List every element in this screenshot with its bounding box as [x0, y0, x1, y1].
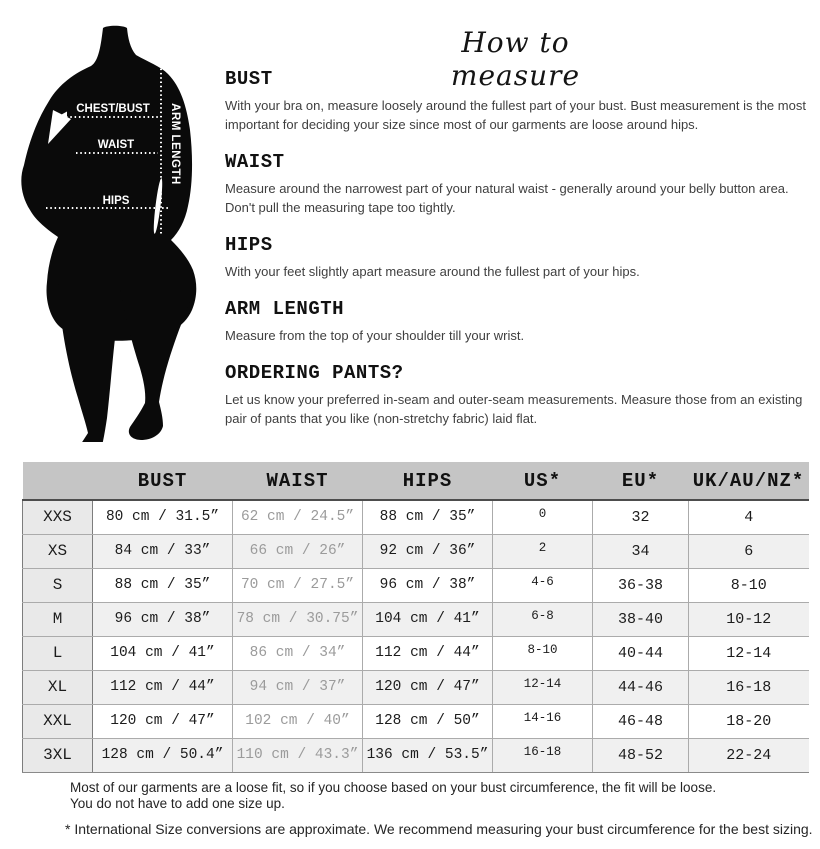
header-waist: WAIST [233, 462, 363, 500]
bust-cell: 104 cm / 41” [93, 636, 233, 670]
size-cell: S [23, 568, 93, 602]
section-ordering-pants-heading: ORDERING PANTS? [225, 362, 404, 384]
body-silhouette [8, 24, 228, 442]
section-bust-heading: BUST [225, 68, 273, 90]
eu-cell: 40-44 [593, 636, 689, 670]
waist-label: WAIST [97, 139, 135, 151]
hips-cell: 128 cm / 50” [363, 704, 493, 738]
uk-cell: 8-10 [689, 568, 809, 602]
waist-cell: 66 cm / 26” [233, 534, 363, 568]
hips-label: HIPS [102, 195, 130, 207]
chest-bust-label: CHEST/BUST [76, 103, 150, 115]
bust-cell: 84 cm / 33” [93, 534, 233, 568]
uk-cell: 18-20 [689, 704, 809, 738]
us-cell: 12-14 [493, 670, 593, 704]
fit-note [70, 780, 716, 812]
page-title: How to measure [450, 26, 581, 92]
bust-cell: 112 cm / 44” [93, 670, 233, 704]
section-arm-length-heading: ARM LENGTH [225, 298, 345, 320]
waist-cell: 70 cm / 27.5” [233, 568, 363, 602]
body-silhouette-drawing [8, 24, 228, 442]
waist-cell: 102 cm / 40” [233, 704, 363, 738]
size-cell: XXS [23, 500, 93, 534]
eu-cell: 46-48 [593, 704, 689, 738]
size-cell: XL [23, 670, 93, 704]
table-row [23, 636, 809, 670]
size-cell: M [23, 602, 93, 636]
bust-cell: 128 cm / 50.4” [93, 738, 233, 772]
section-ordering-pants [225, 362, 807, 428]
size-cell: 3XL [23, 738, 93, 772]
bust-cell: 120 cm / 47” [93, 704, 233, 738]
fit-note-line2: You do not have to add one size up. [70, 796, 285, 811]
bust-cell: 96 cm / 38” [93, 602, 233, 636]
section-hips-heading: HIPS [225, 234, 273, 256]
waist-cell: 78 cm / 30.75” [233, 602, 363, 636]
hips-cell: 112 cm / 44” [363, 636, 493, 670]
table-row [23, 534, 809, 568]
eu-cell: 48-52 [593, 738, 689, 772]
us-cell: 4-6 [493, 568, 593, 602]
section-hips-body: With your feet slightly apart measure around the fullest part of your hips. [225, 264, 640, 279]
us-cell: 6-8 [493, 602, 593, 636]
section-bust-body: With your bra on, measure loosely around the fullest part of your bust. Bust measurement is the most important for deciding your size since most of our garments are loose around hips. [225, 98, 806, 132]
section-arm-length-body: Measure from the top of your shoulder till your wrist. [225, 328, 525, 343]
eu-cell: 44-46 [593, 670, 689, 704]
eu-cell: 32 [593, 500, 689, 534]
section-hips [225, 234, 807, 281]
header-bust: BUST [93, 462, 233, 500]
size-cell: XXL [23, 704, 93, 738]
eu-cell: 38-40 [593, 602, 689, 636]
silhouette-left-leg [58, 284, 121, 442]
section-ordering-pants-body: Let us know your preferred in-seam and outer-seam measurements. Measure those from an existing pair of pants that you like (non-stretchy fabric) laid flat. [225, 392, 803, 426]
uk-cell: 16-18 [689, 670, 809, 704]
waist-cell: 94 cm / 37” [233, 670, 363, 704]
table-row [23, 670, 809, 704]
hips-cell: 96 cm / 38” [363, 568, 493, 602]
table-row [23, 500, 809, 534]
size-cell: L [23, 636, 93, 670]
header-uk-au-nz: UK/AU/NZ* [689, 462, 809, 500]
section-arm-length [225, 298, 807, 345]
us-cell: 14-16 [493, 704, 593, 738]
table-row [23, 602, 809, 636]
section-waist-body: Measure around the narrowest part of your natural waist - generally around your belly button area. Don't pull the measuring tape too tightly. [225, 181, 789, 215]
eu-cell: 34 [593, 534, 689, 568]
header-eu: EU* [593, 462, 689, 500]
size-cell: XS [23, 534, 93, 568]
fit-note-line1: Most of our garments are a loose fit, so if you choose based on your bust circumference, the fit will be loose. [70, 780, 717, 795]
bust-cell: 80 cm / 31.5” [93, 500, 233, 534]
waist-cell: 62 cm / 24.5” [233, 500, 363, 534]
hips-cell: 136 cm / 53.5” [363, 738, 493, 772]
section-waist [225, 151, 807, 217]
waist-cell: 86 cm / 34” [233, 636, 363, 670]
silhouette-right-leg [120, 284, 194, 440]
us-cell: 16-18 [493, 738, 593, 772]
section-bust [225, 68, 807, 134]
uk-cell: 6 [689, 534, 809, 568]
hips-cell: 88 cm / 35” [363, 500, 493, 534]
us-cell: 8-10 [493, 636, 593, 670]
uk-cell: 10-12 [689, 602, 809, 636]
eu-cell: 36-38 [593, 568, 689, 602]
measure-instructions [225, 68, 807, 445]
size-table [22, 462, 809, 773]
table-row [23, 704, 809, 738]
uk-cell: 22-24 [689, 738, 809, 772]
header-size [23, 462, 93, 500]
table-row [23, 568, 809, 602]
table-row [23, 738, 809, 772]
waist-cell: 110 cm / 43.3” [233, 738, 363, 772]
us-cell: 2 [493, 534, 593, 568]
us-cell: 0 [493, 500, 593, 534]
uk-cell: 12-14 [689, 636, 809, 670]
header-hips: HIPS [363, 462, 493, 500]
hips-cell: 92 cm / 36” [363, 534, 493, 568]
hips-cell: 104 cm / 41” [363, 602, 493, 636]
conversion-note: * International Size conversions are approximate. We recommend measuring your bust circumference for the best sizing. [65, 821, 813, 837]
arm-length-label: ARM LENGTH [169, 103, 181, 185]
bust-cell: 88 cm / 35” [93, 568, 233, 602]
header-us: US* [493, 462, 593, 500]
section-waist-heading: WAIST [225, 151, 285, 173]
table-header-row [23, 462, 809, 500]
hips-cell: 120 cm / 47” [363, 670, 493, 704]
uk-cell: 4 [689, 500, 809, 534]
